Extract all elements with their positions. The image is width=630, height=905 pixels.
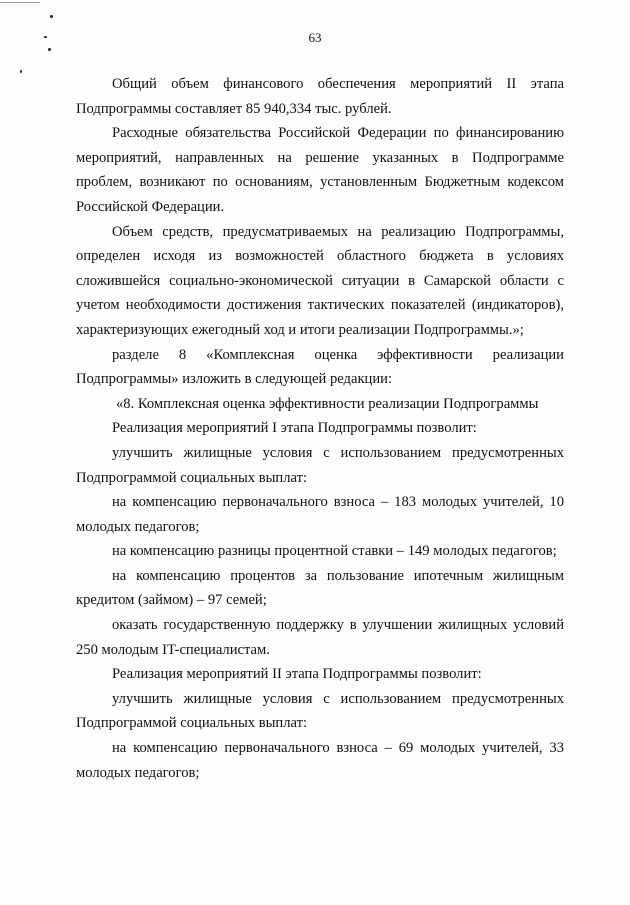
scan-speck: [48, 48, 51, 51]
paragraph-stage-1-mortgage-interest: на компенсацию процентов за пользование ипотечным жилищным кредитом (займом) – 97 семей;: [76, 567, 564, 609]
paragraph-federal-obligations: Расходные обязательства Российской Федерации по финансированию мероприятий, направленных на решение указанных в Подпрограмме проблем, возникают по основаниям, установленным Бюджетным кодексом Российской Федерации.: [76, 125, 564, 215]
paragraph-financing-total: Общий объем финансового обеспечения мероприятий II этапа Подпрограммы составляет 85 940,334 тыс. рублей.: [76, 76, 564, 117]
paragraph-stage-1-down-payment: на компенсацию первоначального взноса – 183 молодых учителей, 10 молодых педагогов;: [76, 494, 564, 535]
scan-speck: [20, 70, 22, 73]
paragraph-stage-2-down-payment: на компенсацию первоначального взноса – 69 молодых учителей, 33 молодых педагогов;: [76, 740, 564, 781]
paragraph-stage-1-interest-difference: на компенсацию разницы процентной ставки – 149 молодых педагогов;: [112, 543, 557, 560]
paragraph-stage-1-it-specialists: оказать государственную поддержку в улучшении жилищных условий 250 молодым IT-специалистам.: [76, 617, 564, 658]
paragraph-stage-2-housing: улучшить жилищные условия с использованием предусмотренных Подпрограммой социальных выплат:: [76, 690, 564, 732]
paragraph-stage-2-intro: Реализация мероприятий II этапа Подпрограммы позволит:: [112, 666, 482, 683]
scan-speck: [50, 15, 53, 18]
paragraph-funding-volume: Объем средств, предусматриваемых на реализацию Подпрограммы, определен исходя из возможностей областного бюджета в условиях сложившейся социально-экономической ситуации в Самарской области с учетом необходимости достижения тактических показателей (индикаторов), характеризующих ежегодный ход и итоги реализации Подпрограммы.»;: [76, 223, 564, 338]
section-8-heading: «8. Комплексная оценка эффективности реализации Подпрограммы: [116, 395, 539, 412]
paragraph-section-8-instruction: разделе 8 «Комплексная оценка эффективности реализации Подпрограммы» изложить в следующей редакции:: [76, 346, 564, 388]
page-number: 63: [308, 30, 322, 45]
scan-edge-mark: [0, 2, 40, 3]
document-body: [76, 72, 564, 785]
paragraph-stage-1-intro: Реализация мероприятий I этапа Подпрограммы позволит:: [112, 420, 477, 437]
paragraph-stage-1-housing: улучшить жилищные условия с использованием предусмотренных Подпрограммой социальных выплат:: [76, 444, 564, 486]
